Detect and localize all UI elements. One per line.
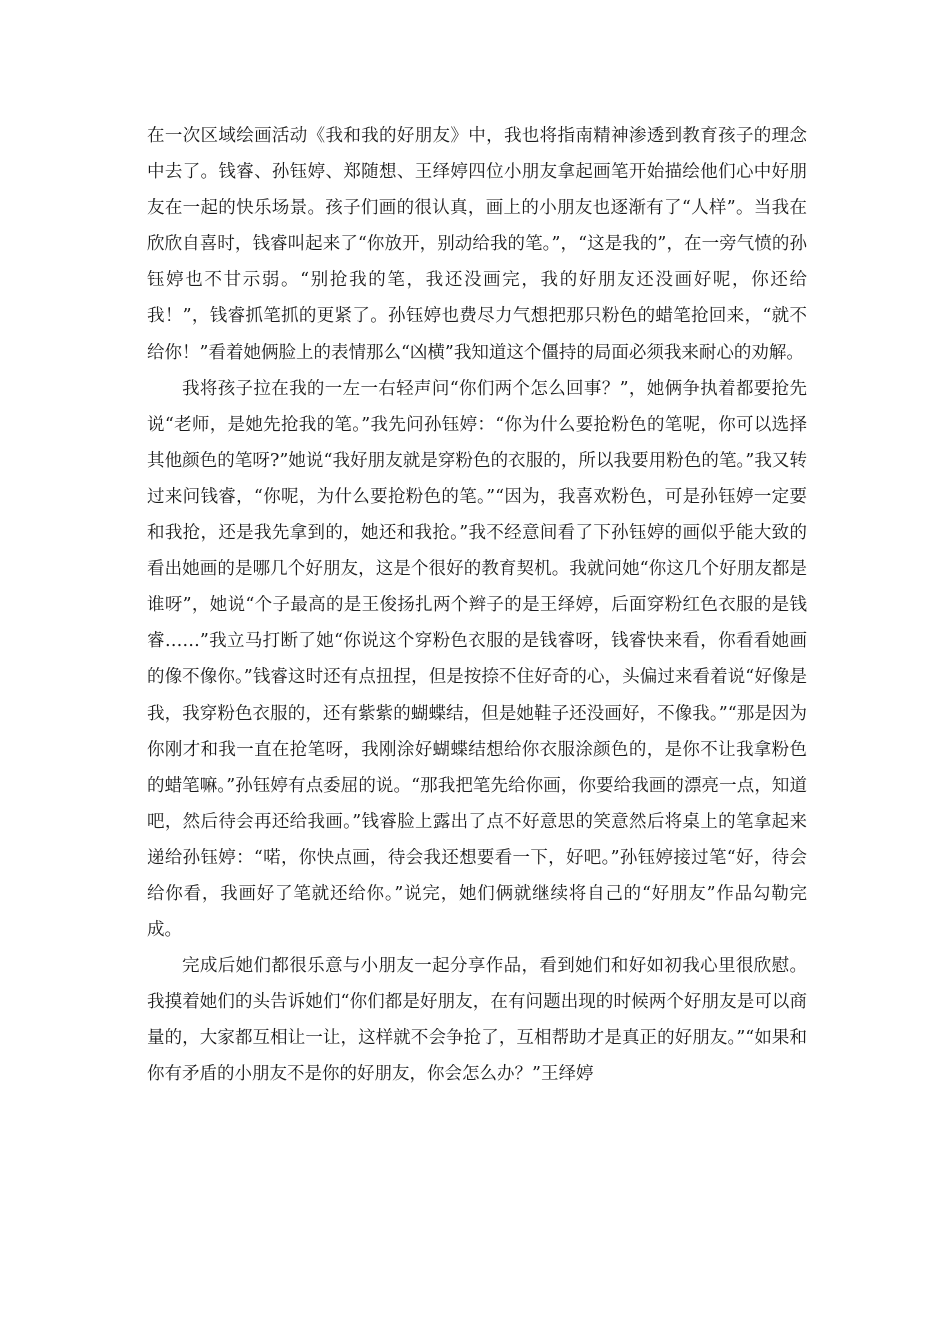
paragraph-2: 我将孩子拉在我的一左一右轻声问“你们两个怎么回事？”，她俩争执着都要抢先说“老师，是她先抢我的笔。”我先问孙钰婷：“你为什么要抢粉色的笔呢，你可以选择其他颜色的笔呀?”她说“我好朋友就是穿粉色的衣服的，所以我要用粉色的笔。”我又转过来问钱睿，“你呢，为什么要抢粉色的笔。”“因为，我喜欢粉色，可是孙钰婷一定要和我抢，还是我先拿到的，她还和我抢。”我不经意间看了下孙钰婷的画似乎能大致的看出她画的是哪几个好朋友，这是个很好的教育契机。我就问她“你这几个好朋友都是谁呀”，她说“个子最高的是王俊扬扎两个辫子的是王绎婷，后面穿粉红色衣服的是钱睿……”我立马打断了她“你说这个穿粉色衣服的是钱睿呀，钱睿快来看，你看看她画的像不像你。”钱睿这时还有点扭捏，但是按捺不住好奇的心，头偏过来看着说“好像是我，我穿粉色衣服的，还有紫紫的蝴蝶结，但是她鞋子还没画好，不像我。”“那是因为你刚才和我一直在抢笔呀，我刚涂好蝴蝶结想给你衣服涂颜色的，是你不让我拿粉色的蜡笔嘛。”孙钰婷有点委屈的说。“那我把笔先给你画，你要给我画的漂亮一点，知道吧，然后待会再还给我画。”钱睿脸上露出了点不好意思的笑意然后将桌上的笔拿起来递给孙钰婷：“喏，你快点画，待会我还想要看一下，好吧。”孙钰婷接过笔“好，待会给你看，我画好了笔就还给你。”说完，她们俩就继续将自己的“好朋友”作品勾勒完成。 — [147, 378, 807, 941]
paragraph-1: 在一次区域绘画活动《我和我的好朋友》中，我也将指南精神渗透到教育孩子的理念中去了。钱睿、孙钰婷、郑随想、王绎婷四位小朋友拿起画笔开始描绘他们心中好朋友在一起的快乐场景。孩子们画的很认真，画上的小朋友也逐渐有了“人样”。当我在欣欣自喜时，钱睿叫起来了“你放开，别动给我的笔。”，“这是我的”，在一旁气愤的孙钰婷也不甘示弱。“别抢我的笔，我还没画完，我的好朋友还没画好呢，你还给我！”，钱睿抓笔抓的更紧了。孙钰婷也费尽力气想把那只粉色的蜡笔抢回来，“就不给你！”看着她俩脸上的表情那么“凶横”我知道这个僵持的局面必须我来耐心的劝解。 — [147, 126, 807, 363]
paragraph-3: 完成后她们都很乐意与小朋友一起分享作品，看到她们和好如初我心里很欣慰。我摸着她们的头告诉她们“你们都是好朋友，在有问题出现的时候两个好朋友是可以商量的，大家都互相让一让，这样就不会争抢了，互相帮助才是真正的好朋友。”“如果和你有矛盾的小朋友不是你的好朋友，你会怎么办？”王绎婷 — [147, 956, 807, 1085]
document-body — [147, 118, 807, 1093]
